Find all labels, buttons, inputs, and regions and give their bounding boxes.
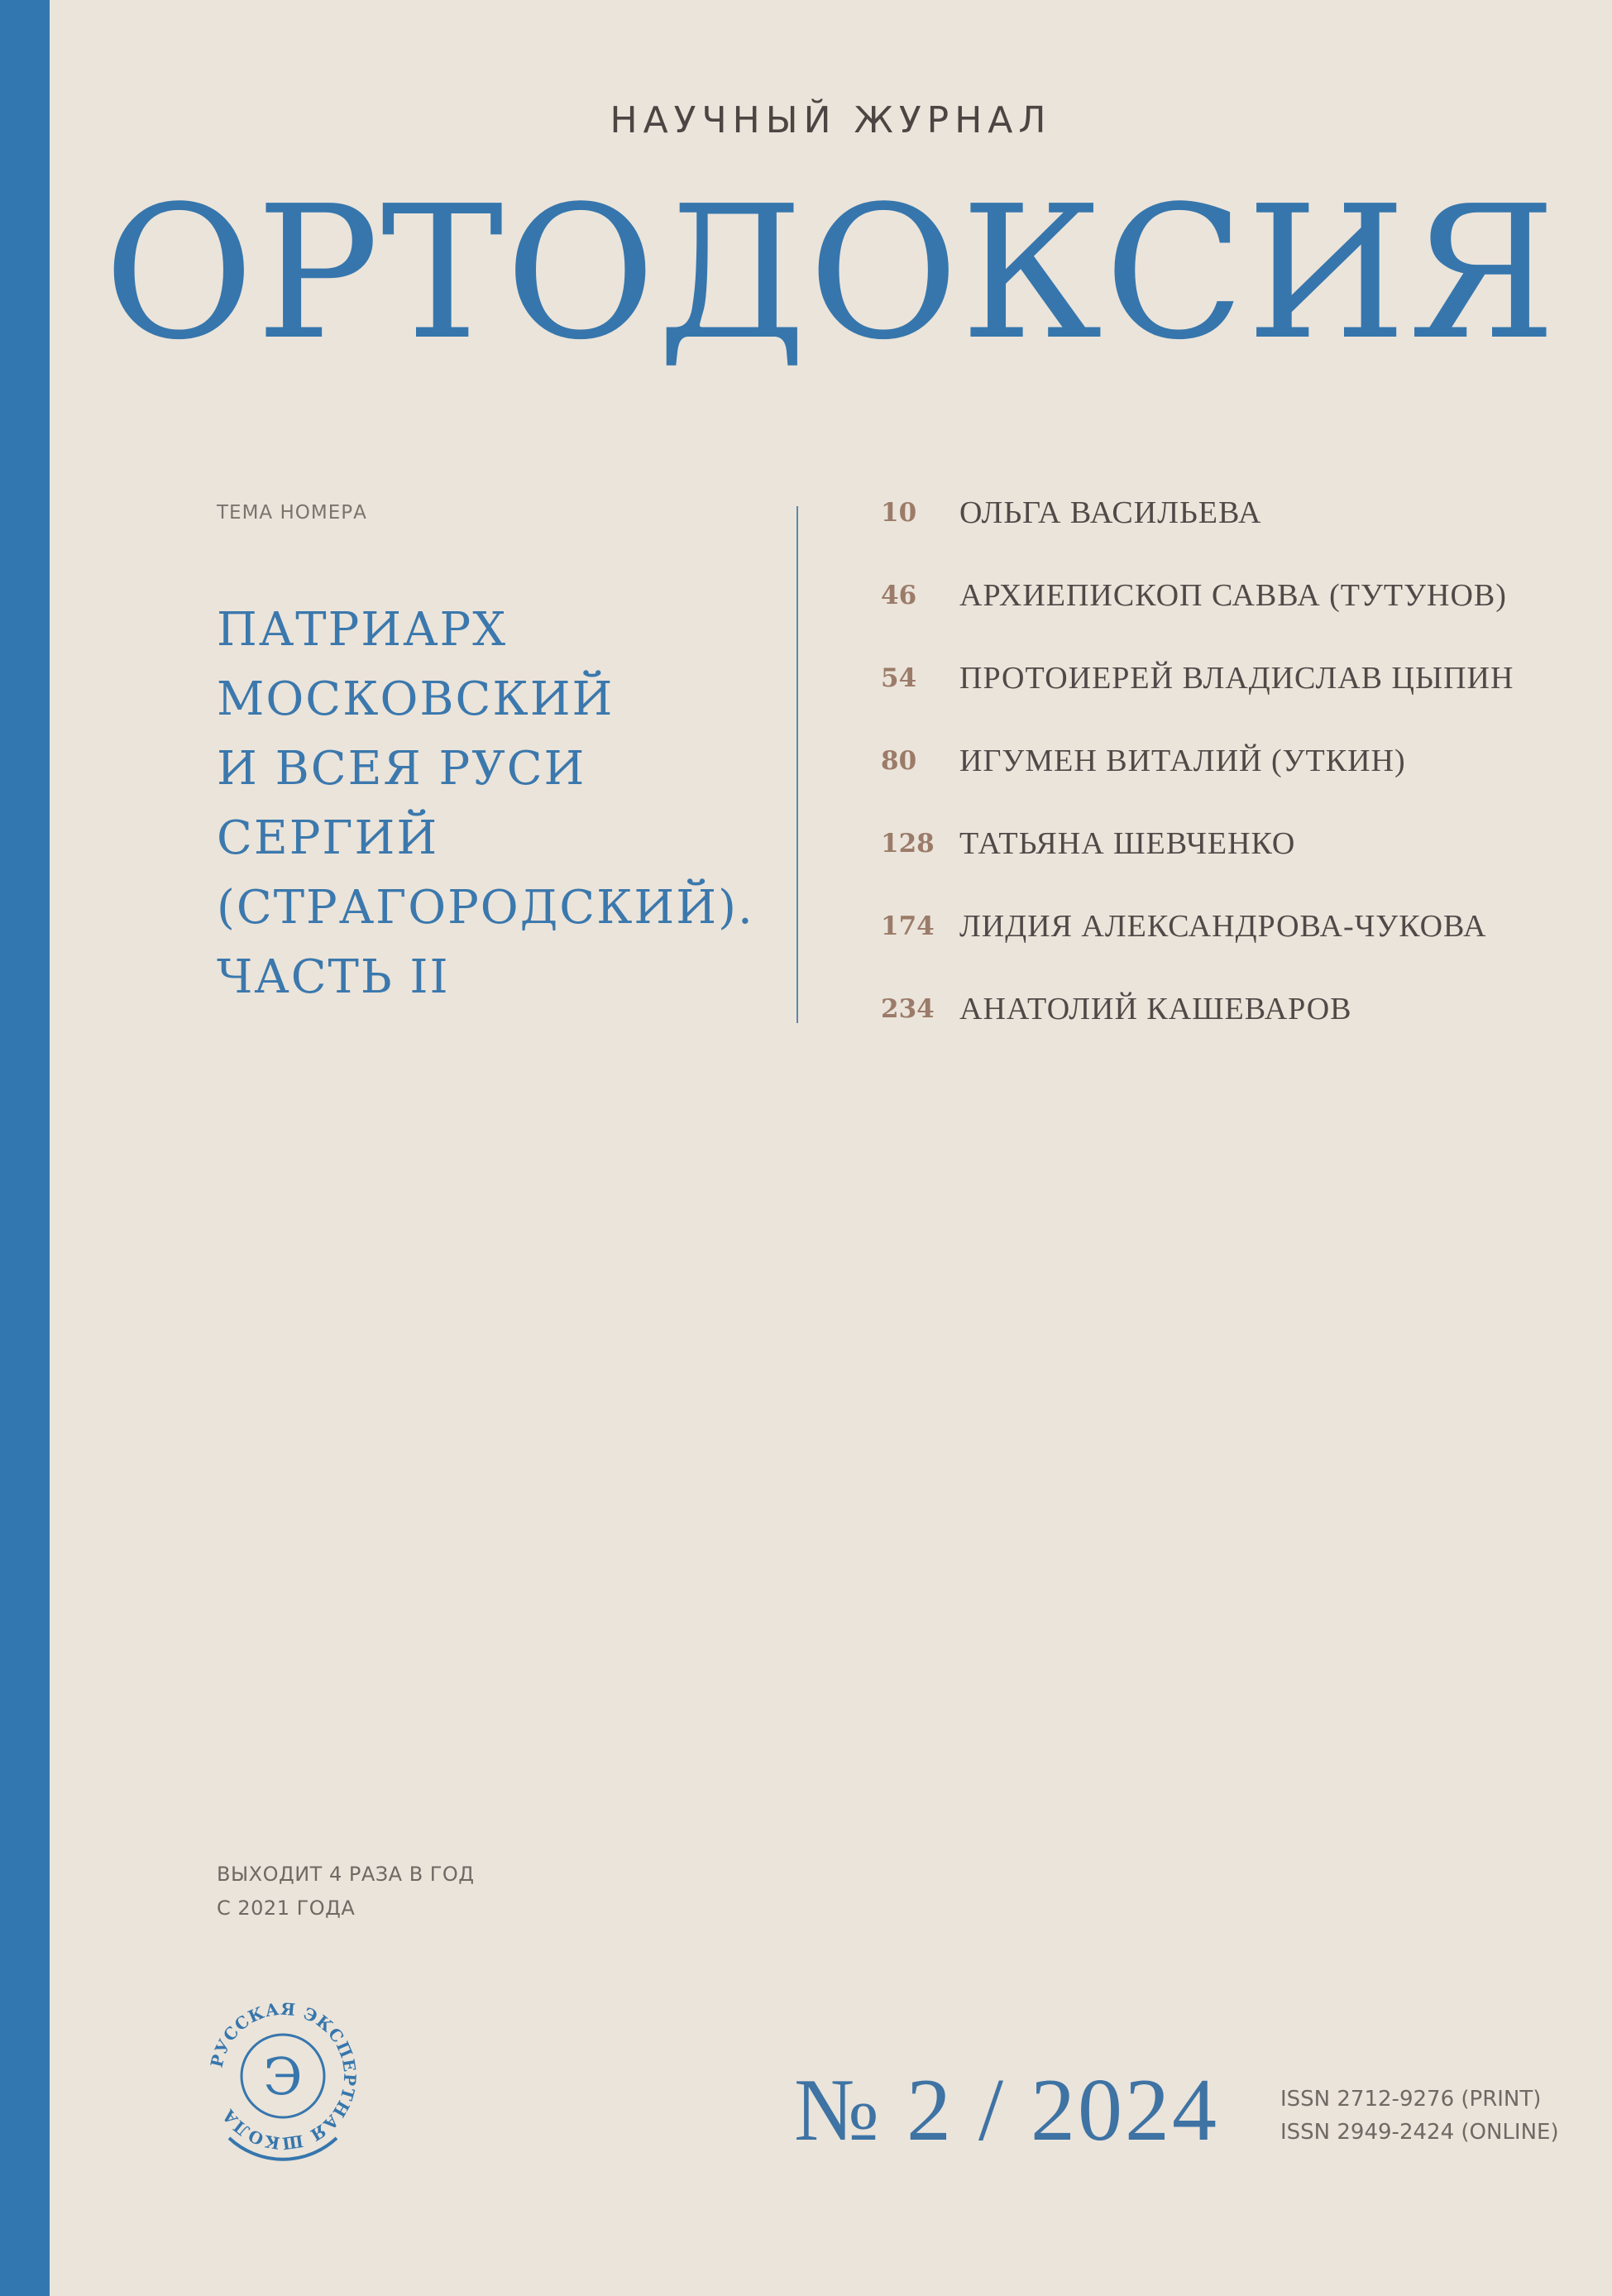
toc-author: АРХИЕПИСКОП САВВА (ТУТУНОВ) xyxy=(959,578,1507,613)
issn-online: ISSN 2949-2424 (ONLINE) xyxy=(1280,2120,1559,2145)
issn-print: ISSN 2712-9276 (PRINT) xyxy=(1280,2087,1542,2112)
toc-page-number: 46 xyxy=(881,581,917,610)
logo-ring-text: РУССКАЯ ЭКСПЕРТНАЯ ШКОЛА xyxy=(206,1998,361,2154)
frequency-since: С 2021 ГОДА xyxy=(217,1897,356,1920)
toc-author: ПРОТОИЕРЕЙ ВЛАДИСЛАВ ЦЫПИН xyxy=(959,661,1514,696)
toc-author: ИГУМЕН ВИТАЛИЙ (УТКИН) xyxy=(959,744,1406,778)
toc-item[interactable] xyxy=(881,908,1514,991)
toc-item[interactable] xyxy=(881,991,1514,1074)
toc-page-number: 128 xyxy=(881,829,935,859)
journal-subtitle: НАУЧНЫЙ ЖУРНАЛ xyxy=(610,99,1052,141)
toc-author: ЛИДИЯ АЛЕКСАНДРОВА-ЧУКОВА xyxy=(959,909,1487,944)
toc-author: ОЛЬГА ВАСИЛЬЕВА xyxy=(959,495,1262,530)
toc-item[interactable] xyxy=(881,743,1514,825)
toc-page-number: 80 xyxy=(881,746,917,776)
toc-page-number: 54 xyxy=(881,663,917,693)
toc-item[interactable] xyxy=(881,495,1514,577)
frequency-line: ВЫХОДИТ 4 РАЗА В ГОД xyxy=(217,1863,475,1886)
toc-page-number: 234 xyxy=(881,994,935,1024)
journal-title: ОРТОДОКСИЯ xyxy=(103,167,1558,380)
cover-spine-stripe xyxy=(0,0,50,2296)
toc-item[interactable] xyxy=(881,660,1514,743)
logo-letter: Э xyxy=(263,2046,303,2107)
issn-block xyxy=(1280,2083,1559,2149)
theme-title: ПАТРИАРХ МОСКОВСКИЙ И ВСЕЯ РУСИ СЕРГИЙ (СТРАГОРОДСКИЙ). ЧАСТЬ II xyxy=(217,603,754,1004)
toc-item[interactable] xyxy=(881,577,1514,660)
toc-page-number: 174 xyxy=(881,911,935,941)
column-divider xyxy=(796,506,798,1023)
theme-label: ТЕМА НОМЕРА xyxy=(217,502,367,524)
table-of-contents xyxy=(881,495,1514,1074)
toc-author: АНАТОЛИЙ КАШЕВАРОВ xyxy=(959,992,1352,1026)
toc-item[interactable] xyxy=(881,825,1514,908)
publication-frequency xyxy=(217,1858,475,1925)
issue-number: № 2 / 2024 xyxy=(794,2061,1220,2160)
toc-author: ТАТЬЯНА ШЕВЧЕНКО xyxy=(959,826,1296,861)
publisher-logo xyxy=(192,1985,374,2167)
toc-page-number: 10 xyxy=(881,498,917,528)
